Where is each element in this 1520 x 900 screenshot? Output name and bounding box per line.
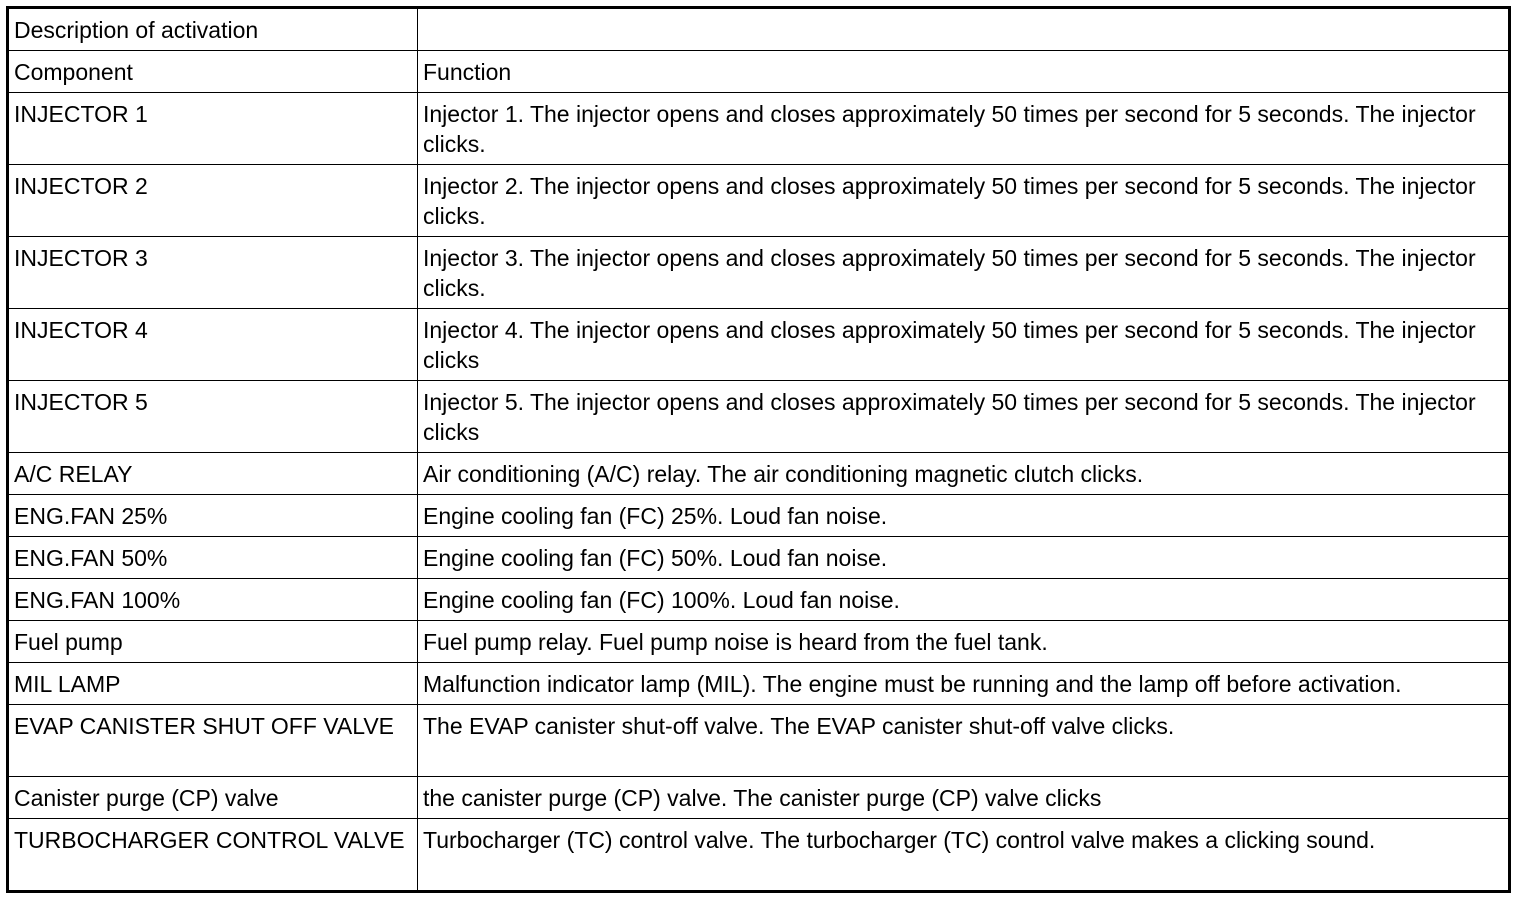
function-cell: Engine cooling fan (FC) 25%. Loud fan noise. bbox=[418, 495, 1510, 537]
component-cell: ENG.FAN 100% bbox=[8, 579, 418, 621]
component-cell: A/C RELAY bbox=[8, 453, 418, 495]
component-cell: Canister purge (CP) valve bbox=[8, 777, 418, 819]
table-title-empty-cell bbox=[418, 8, 1510, 51]
function-cell: The EVAP canister shut-off valve. The EVAP canister shut-off valve clicks. bbox=[418, 705, 1510, 777]
table-row bbox=[8, 93, 1510, 165]
function-cell: Injector 1. The injector opens and closes approximately 50 times per second for 5 seconds. The injector clicks. bbox=[418, 93, 1510, 165]
table-row bbox=[8, 309, 1510, 381]
function-cell: Malfunction indicator lamp (MIL). The engine must be running and the lamp off before activation. bbox=[418, 663, 1510, 705]
table-title: Description of activation bbox=[8, 8, 418, 51]
column-header-component: Component bbox=[8, 51, 418, 93]
table-row bbox=[8, 819, 1510, 892]
function-cell: Air conditioning (A/C) relay. The air conditioning magnetic clutch clicks. bbox=[418, 453, 1510, 495]
function-cell: Turbocharger (TC) control valve. The turbocharger (TC) control valve makes a clicking sound. bbox=[418, 819, 1510, 892]
component-cell: INJECTOR 4 bbox=[8, 309, 418, 381]
component-cell: INJECTOR 1 bbox=[8, 93, 418, 165]
function-cell: Engine cooling fan (FC) 100%. Loud fan noise. bbox=[418, 579, 1510, 621]
component-cell: INJECTOR 3 bbox=[8, 237, 418, 309]
table-row bbox=[8, 621, 1510, 663]
table-row bbox=[8, 579, 1510, 621]
table-row bbox=[8, 165, 1510, 237]
table-row bbox=[8, 705, 1510, 777]
activation-table bbox=[6, 6, 1511, 893]
function-cell: Fuel pump relay. Fuel pump noise is heard from the fuel tank. bbox=[418, 621, 1510, 663]
table-row bbox=[8, 777, 1510, 819]
component-cell: MIL LAMP bbox=[8, 663, 418, 705]
table-row bbox=[8, 381, 1510, 453]
function-cell: Injector 5. The injector opens and closes approximately 50 times per second for 5 seconds. The injector clicks bbox=[418, 381, 1510, 453]
function-cell: Injector 4. The injector opens and closes approximately 50 times per second for 5 seconds. The injector clicks bbox=[418, 309, 1510, 381]
table-row bbox=[8, 453, 1510, 495]
component-cell: Fuel pump bbox=[8, 621, 418, 663]
table-row bbox=[8, 237, 1510, 309]
component-cell: INJECTOR 2 bbox=[8, 165, 418, 237]
component-cell: INJECTOR 5 bbox=[8, 381, 418, 453]
component-cell: ENG.FAN 50% bbox=[8, 537, 418, 579]
table-row bbox=[8, 537, 1510, 579]
table-title-row bbox=[8, 8, 1510, 51]
function-cell: Engine cooling fan (FC) 50%. Loud fan noise. bbox=[418, 537, 1510, 579]
function-cell: Injector 2. The injector opens and closes approximately 50 times per second for 5 seconds. The injector clicks. bbox=[418, 165, 1510, 237]
table-header-row bbox=[8, 51, 1510, 93]
column-header-function: Function bbox=[418, 51, 1510, 93]
function-cell: the canister purge (CP) valve. The canister purge (CP) valve clicks bbox=[418, 777, 1510, 819]
function-cell: Injector 3. The injector opens and closes approximately 50 times per second for 5 seconds. The injector clicks. bbox=[418, 237, 1510, 309]
component-cell: TURBOCHARGER CONTROL VALVE bbox=[8, 819, 418, 892]
table-row bbox=[8, 495, 1510, 537]
component-cell: ENG.FAN 25% bbox=[8, 495, 418, 537]
component-cell: EVAP CANISTER SHUT OFF VALVE bbox=[8, 705, 418, 777]
table-row bbox=[8, 663, 1510, 705]
